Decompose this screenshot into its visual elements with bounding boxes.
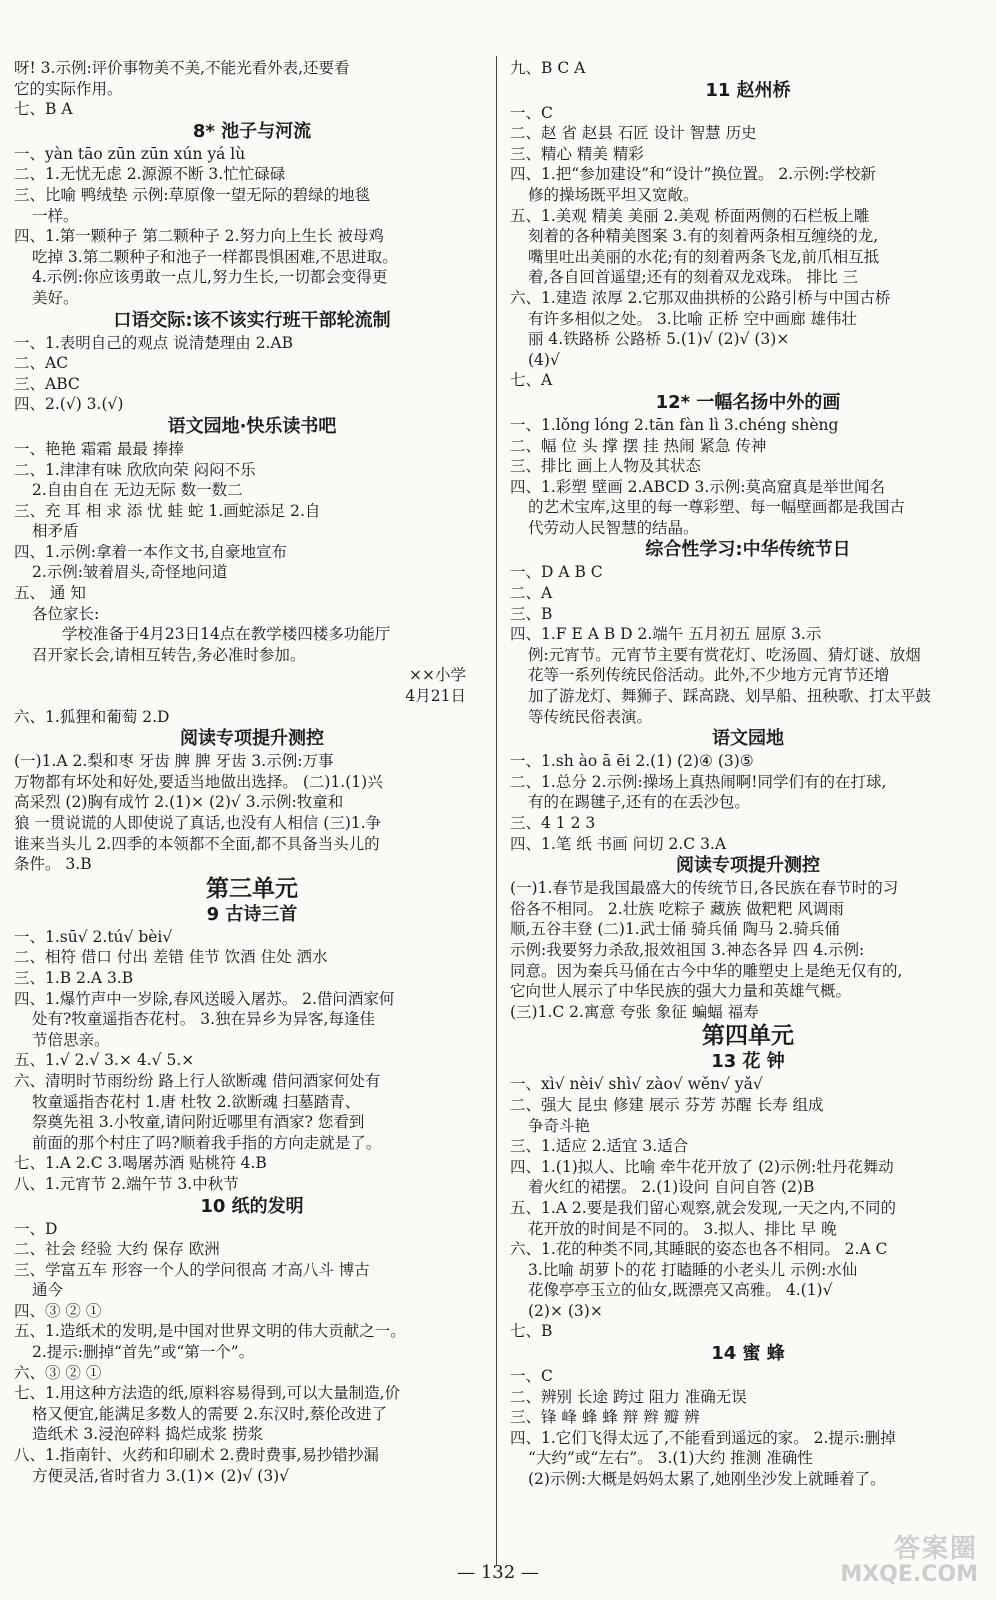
answer-line: 着火红的裙摆。 2.(1)设问 自问自答 (2)B — [528, 1178, 815, 1197]
answer-line: 处有?牧童遥指杏花村。 3.独在异乡为异客,每逢佳 — [32, 1010, 375, 1029]
answer-line: 九、B C A — [510, 59, 586, 77]
answer-line: 六、1.建造 浓厚 2.它那双曲拱桥的公路引桥与中国古桥 — [510, 288, 891, 307]
answer-line: 六、清明时节雨纷纷 路上行人欲断魂 借问酒家何处有 — [14, 1071, 381, 1090]
answer-line: 三、1.适应 2.适宜 3.适合 — [510, 1137, 689, 1156]
answer-line: 六、③ ② ① — [14, 1363, 102, 1382]
answer-line: 四、1.彩塑 壁画 2.ABCD 3.示例:莫高窟真是举世闻名 — [510, 477, 886, 496]
answer-line: 各位家长: — [32, 604, 100, 623]
answer-line: 一、1.sū√ 2.tú√ bèi√ — [14, 927, 173, 946]
answer-line: 三、B — [510, 604, 553, 623]
section-heading: 11 赵州桥 — [705, 79, 791, 101]
answer-line: 它向世人展示了中华民族的强大力量和英雄气概。 — [510, 982, 852, 1001]
answer-line: 三、ABC — [14, 374, 80, 393]
answer-line: 有的在踢毽子,还有的在丢沙包。 — [528, 793, 750, 812]
section-heading: 9 古诗三首 — [206, 903, 298, 925]
section-heading: 12* 一幅名扬中外的画 — [655, 391, 841, 413]
answer-line: 五、1.美观 精美 美丽 2.美观 桥面两侧的石栏板上雕 — [510, 206, 870, 225]
answer-line: 四、1.第一颗种子 第二颗种子 2.努力向上生长 被母鸡 — [14, 227, 384, 246]
answer-line: 四、1.笔 纸 书画 问切 2.C 3.A — [510, 834, 727, 853]
answer-line: (一)1.A 2.梨和枣 牙齿 脾 脾 牙齿 3.示例:万事 — [14, 752, 334, 771]
answer-line: 五、1.A 2.要是我们留心观察,就会发现,一天之内,不同的 — [510, 1198, 896, 1217]
answer-line: 一、1.lǒng lóng 2.tān fàn lì 3.chéng shèng — [510, 415, 839, 434]
answer-line: 三、锋 峰 蜂 蜂 辩 辫 瓣 辨 — [510, 1408, 700, 1427]
section-heading: 13 花 钟 — [711, 1051, 785, 1073]
answer-line: 二、社会 经验 大约 保存 欧洲 — [14, 1240, 220, 1259]
answer-line: 3.比喻 胡萝卜的花 打瞌睡的小老头儿 示例:水仙 — [528, 1260, 858, 1279]
answer-line: 格又便宜,能满足多数人的需要 2.东汉时,蔡伦改进了 — [32, 1404, 388, 1423]
answer-line: 例:元宵节。元宵节主要有赏花灯、吃汤圆、猜灯谜、放烟 — [528, 645, 921, 664]
answer-line: 花开放的时间是不同的。 3.拟人、排比 早 晚 — [528, 1219, 837, 1238]
answer-line: 示例:我要努力杀敌,报效祖国 3.神态各异 四 4.示例: — [510, 940, 865, 959]
watermark-logo — [828, 1536, 978, 1592]
section-heading: 第三单元 — [206, 875, 298, 902]
answer-line: 同意。因为秦兵马俑在古今中华的雕塑史上是绝无仅有的, — [510, 961, 903, 980]
answer-line: 有许多相似之处。 3.比喻 正桥 空中画廊 雄伟壮 — [528, 309, 857, 328]
answer-line: 四、1.它们飞得太远了,不能看到遥远的家。 2.提示:删掉 — [510, 1428, 896, 1447]
column-divider — [496, 56, 497, 1566]
answer-line: 俗各不相同。 2.壮族 吃粽子 藏族 做粑粑 风调雨 — [510, 899, 844, 918]
answer-line: 修的操场既平坦又宽敞。 — [528, 185, 699, 204]
answer-line: 五、1.造纸术的发明,是中国对世界文明的伟大贡献之一。 — [14, 1322, 406, 1341]
answer-line: 花等一系列传统民俗活动。此外,不少地方元宵节还增 — [528, 666, 890, 685]
answer-line: 着,各自回首遥望;还有的刻着双龙戏珠。 排比 三 — [528, 268, 859, 287]
right-column — [510, 58, 986, 1490]
answer-line: 二、1.总分 2.示例:操场上真热闹啊!同学们有的在打球, — [510, 772, 887, 791]
answer-line: 五、1.√ 2.√ 3.× 4.√ 5.× — [14, 1051, 195, 1070]
answer-line: 七、1.A 2.C 3.喝屠苏酒 贴桃符 4.B — [14, 1154, 267, 1173]
answer-line: 祭奠先祖 3.小牧童,请问附近哪里有酒家? 您看到 — [32, 1113, 365, 1132]
answer-line: 争奇斗艳 — [528, 1116, 591, 1135]
answer-line: 八、1.元宵节 2.端午节 3.中秋节 — [14, 1174, 239, 1193]
answer-line: 方便灵活,省时省力 3.(1)× (2)√ (3)√ — [32, 1466, 290, 1485]
answer-line: 二、1.津津有味 欣欣向荣 闷闷不乐 — [14, 460, 256, 479]
answer-line: 三、排比 画上人物及其状态 — [510, 457, 701, 476]
answer-line: 万物都有坏处和好处,要适当地做出选择。 (二)1.(1)兴 — [14, 772, 383, 791]
answer-line: 2.提示:删掉“首先”或“第一个”。 — [32, 1343, 255, 1362]
answer-line: 谁来当头儿 2.四季的本领都不全面,都不具备当头儿的 — [14, 834, 380, 853]
answer-line: 三、1.B 2.A 3.B — [14, 968, 134, 987]
answer-line: 二、辨别 长途 跨过 阻力 准确无误 — [510, 1387, 747, 1406]
answer-line: 二、AC — [14, 354, 69, 373]
answer-line: “大约”或“左右”。 3.(1)大约 推测 准确性 — [528, 1449, 813, 1468]
answer-line: 加了游龙灯、舞狮子、踩高跷、划旱船、扭秧歌、打太平鼓 — [528, 687, 932, 706]
answer-line: 相矛盾 — [32, 522, 79, 541]
section-heading: 语文园地·快乐读书吧 — [167, 415, 337, 437]
answer-line: 二、幅 位 头 撑 摆 挂 热闹 紧急 传神 — [510, 436, 767, 455]
answer-line: 造纸术 3.浸泡碎料 捣烂成浆 捞浆 — [32, 1425, 264, 1444]
watermark-text: 答案圈 — [893, 1534, 978, 1564]
answer-line: 节倍思亲。 — [32, 1030, 110, 1049]
answer-line: (4)√ — [528, 350, 560, 369]
answer-line: 一、D A B C — [510, 563, 603, 582]
answer-line: 吃掉 3.第二颗种子和池子一样都畏惧困难,不思进取。 — [32, 247, 398, 266]
answer-line: 二、相符 借口 付出 差错 佳节 饮酒 住处 洒水 — [14, 948, 328, 967]
answer-line: 嘴里吐出美丽的水花;有的刻着两条飞龙,前爪相互抵 — [528, 247, 880, 266]
page-number: — 132 — — [457, 1562, 539, 1583]
answer-line: 七、A — [510, 371, 553, 390]
section-heading: 14 蜜 蜂 — [711, 1343, 785, 1365]
answer-line: 条件。 3.B — [14, 855, 92, 874]
answer-line: (2)× (3)× — [528, 1301, 603, 1320]
section-heading: 阅读专项提升测控 — [676, 855, 820, 877]
answer-line: 六、1.狐狸和葡萄 2.D — [14, 707, 170, 726]
answer-line: (一)1.春节是我国最盛大的传统节日,各民族在春节时的习 — [510, 879, 899, 898]
answer-line: (三)1.C 2.寓意 夸张 象征 蝙蝠 福寿 — [510, 1002, 759, 1021]
answer-line: 美好。 — [32, 288, 79, 307]
answer-line: (2)示例:大概是妈妈太累了,她刚坐沙发上就睡着了。 — [528, 1470, 886, 1489]
answer-line: 三、比喻 鸭绒垫 示例:草原像一望无际的碧绿的地毯 — [14, 185, 371, 204]
section-heading: 第四单元 — [702, 1023, 794, 1050]
answer-line: ××小学 — [409, 666, 466, 685]
answer-line: 高采烈 (2)胸有成竹 2.(1)× (2)√ 3.示例:牧童和 — [14, 793, 344, 812]
answer-line: 七、B — [510, 1322, 553, 1341]
answer-line: 一、yàn tāo zūn zūn xún yá lù — [14, 144, 246, 163]
answer-line: 一、D — [14, 1219, 58, 1238]
answer-line: 七、B A — [14, 100, 73, 119]
answer-line: 一、1.表明自己的观点 说清楚理由 2.AB — [14, 333, 294, 352]
answer-line: 狼 一贯说谎的人即使说了真话,也没有人相信 (三)1.争 — [14, 814, 382, 832]
answer-line: 一、1.sh ào ā ēi 2.(1) (2)④ (3)⑤ — [510, 752, 754, 771]
answer-line: 4.示例:你应该勇敢一点儿,努力生长,一切都会变得更 — [32, 268, 388, 287]
answer-line: 三、学富五车 形容一个人的学问很高 才高八斗 博古 — [14, 1260, 370, 1279]
answer-line: 二、A — [510, 584, 553, 603]
answer-line: 2.示例:皱着眉头,奇怪地问道 — [32, 563, 228, 582]
answer-line: 四、1.把“参加建设”和“设计”换位置。 2.示例:学校新 — [510, 165, 876, 184]
answer-line: 2.自由自在 无边无际 数一数二 — [32, 481, 243, 500]
answer-line: 八、1.指南针、火药和印刷术 2.费时费事,易抄错抄漏 — [14, 1446, 379, 1465]
answer-line: 四、2.(√) 3.(√) — [14, 395, 124, 414]
answer-line: 七、1.用这种方法造的纸,原料容易得到,可以大量制造,价 — [14, 1384, 401, 1403]
answer-line: 4月21日 — [405, 687, 466, 706]
answer-line: 三、精心 精美 精彩 — [510, 144, 644, 163]
answer-line: 一样。 — [32, 206, 79, 225]
answer-line: 等传统民俗表演。 — [528, 707, 653, 726]
answer-line: 一、C — [510, 1367, 553, 1386]
answer-line: 四、1.F E A B D 2.端午 五月初五 屈原 3.示 — [510, 625, 822, 644]
answer-line: 六、1.花的种类不同,其睡眠的姿态也各不相同。 2.A C — [510, 1240, 888, 1259]
section-heading: 语文园地 — [712, 728, 784, 750]
left-column — [14, 58, 490, 1486]
section-heading: 10 纸的发明 — [200, 1195, 304, 1217]
answer-line: 四、③ ② ① — [14, 1301, 102, 1320]
answer-line: 二、1.无忧无虑 2.源源不断 3.忙忙碌碌 — [14, 165, 286, 184]
answer-line: 二、强大 昆虫 修建 展示 芬芳 苏醒 长寿 组成 — [510, 1095, 824, 1114]
answer-line: 牧童遥指杏花村 1.唐 杜牧 2.欲断魂 扫墓踏青、 — [32, 1092, 361, 1111]
answer-line: 三、充 耳 相 求 添 忧 蛙 蛇 1.画蛇添足 2.自 — [14, 501, 321, 520]
answer-line: 花像亭亭玉立的仙女,既漂亮又高雅。 4.(1)√ — [528, 1281, 833, 1300]
answer-line: 通今 — [32, 1281, 64, 1300]
section-heading: 综合性学习:中华传统节日 — [645, 539, 851, 561]
answer-line: 的艺术宝库,这里的每一尊彩塑、每一幅壁画都是我国古 — [528, 498, 905, 517]
section-heading: 阅读专项提升测控 — [180, 728, 324, 750]
answer-line: 顺,五谷丰登 (二)1.武士俑 骑兵俑 陶马 2.骑兵俑 — [510, 920, 840, 939]
answer-line: 四、1.爆竹声中一岁除,春风送暖入屠苏。 2.借问酒家何 — [14, 989, 395, 1008]
answer-line: 代劳动人民智慧的结晶。 — [528, 518, 699, 537]
answer-line: 二、赵 省 赵县 石匠 设计 智慧 历史 — [510, 124, 757, 143]
section-heading: 8* 池子与河流 — [192, 120, 312, 142]
watermark-url: MXQE.COM — [840, 1562, 978, 1587]
answer-line: 一、xì√ nèi√ shì√ zào√ wěn√ yǎ√ — [510, 1075, 763, 1094]
answer-line: 五、 通 知 — [14, 584, 86, 603]
answer-line: 刻着的各种精美图案 3.有的刻着两条相互缠绕的龙, — [528, 227, 879, 246]
answer-line: 学校准备于4月23日14点在教学楼四楼多功能厅 — [62, 625, 391, 644]
answer-line: 一、C — [510, 103, 553, 122]
section-heading: 口语交际:该不该实行班干部轮流制 — [113, 309, 391, 331]
answer-line: 四、1.(1)拟人、比喻 牵牛花开放了 (2)示例:牡丹花舞动 — [510, 1157, 894, 1176]
answer-line: 一、艳艳 霜霜 最最 捧捧 — [14, 439, 184, 458]
answer-line: 呀! 3.示例:评价事物美不美,不能光看外表,还要看 — [14, 59, 350, 77]
answer-line: 它的实际作用。 — [14, 79, 123, 98]
answer-line: 前面的那个村庄了吗?顺着我手指的方向走就是了。 — [32, 1133, 382, 1152]
answer-line: 丽 4.铁路桥 公路桥 5.(1)√ (2)√ (3)× — [528, 330, 790, 349]
answer-line: 召开家长会,请相互转告,务必准时参加。 — [32, 645, 306, 664]
answer-line: 三、4 1 2 3 — [510, 814, 596, 832]
answer-line: 四、1.示例:拿着一本作文书,自豪地宣布 — [14, 542, 287, 561]
